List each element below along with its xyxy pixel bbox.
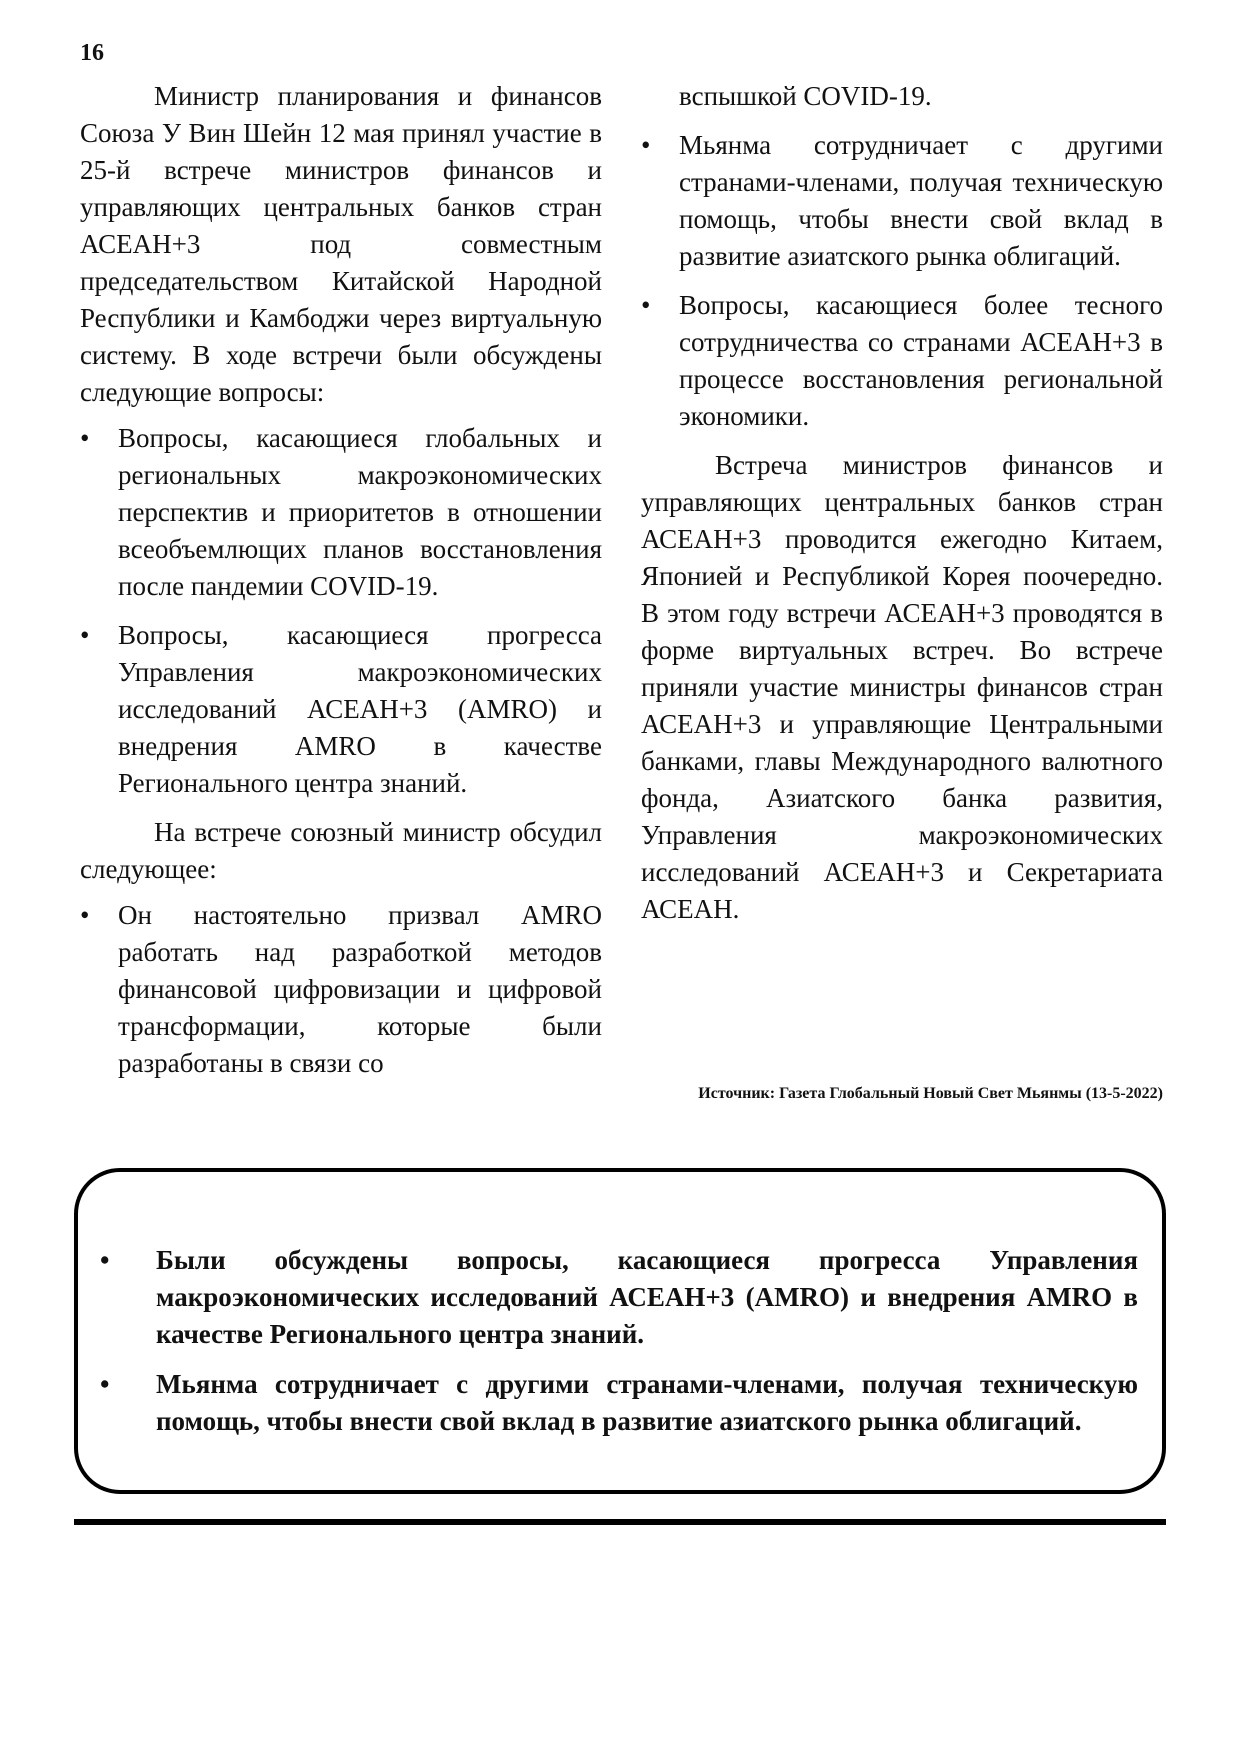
- discussion-topic-item: • Вопросы, касающиеся глобальных и региональных макроэкономических перспектив и приоритетов в отношении всеобъемлющих планов восстановления после пандемии COVID-19.: [80, 420, 602, 605]
- article-right-column: [641, 78, 1163, 937]
- minister-points-list-continued: [641, 127, 1163, 435]
- summary-item: • Были обсуждены вопросы, касающиеся прогресса Управления макроэкономических исследований АСЕАН+3 (AMRO) и внедрения AMRO в качестве Регионального центра знаний.: [100, 1242, 1138, 1353]
- summary-list: [78, 1172, 1162, 1440]
- closing-paragraph: Встреча министров финансов и управляющих центральных банков стран АСЕАН+3 проводится ежегодно Китаем, Японией и Республикой Корея поочередно. В этом году встречи АСЕАН+3 проводятся в форме виртуальных встреч. Во встрече приняли участие министры финансов стран АСЕАН+3 и управляющие Центральными банками, главы Международного валютного фонда, Азиатского банка развития, Управления макроэкономических исследований АСЕАН+3 и Секретариата АСЕАН.: [641, 450, 1163, 924]
- minister-point-item: • Мьянма сотрудничает с другими странами-членами, получая техническую помощь, чтобы внести свой вклад в развитие азиатского рынка облигаций.: [641, 127, 1163, 275]
- page-number: 16: [80, 40, 104, 66]
- source-citation: Источник: Газета Глобальный Новый Свет Мьянмы (13-5-2022): [698, 1085, 1163, 1102]
- minister-intro-paragraph: На встрече союзный министр обсудил следующее:: [80, 817, 602, 884]
- minister-points-list: [80, 897, 602, 1082]
- minister-point-item: • Вопросы, касающиеся более тесного сотрудничества со странами АСЕАН+3 в процессе восстановления региональной экономики.: [641, 287, 1163, 435]
- discussion-topics-list: [80, 420, 602, 802]
- discussion-topic-item: • Вопросы, касающиеся прогресса Управления макроэкономических исследований АСЕАН+3 (AMRO) и внедрения AMRO в качестве Регионального центра знаний.: [80, 617, 602, 802]
- intro-paragraph: Министр планирования и финансов Союза У Вин Шейн 12 мая принял участие в 25-й встрече министров финансов и управляющих центральных банков стран АСЕАН+3 под совместным председательством Китайской Народной Республики и Камбоджи через виртуальную систему. В ходе встречи были обсуждены следующие вопросы:: [80, 81, 602, 407]
- article-left-column: [80, 78, 602, 1094]
- bottom-divider: [74, 1519, 1166, 1525]
- summary-box: [74, 1168, 1166, 1494]
- minister-point-item: • Он настоятельно призвал AMRO работать над разработкой методов финансовой цифровизации и цифровой трансформации, которые были разработаны в связи со: [80, 897, 602, 1082]
- minister-point-continuation: вспышкой COVID-19.: [679, 81, 932, 111]
- summary-item: • Мьянма сотрудничает с другими странами-членами, получая техническую помощь, чтобы внести свой вклад в развитие азиатского рынка облигаций.: [100, 1366, 1138, 1440]
